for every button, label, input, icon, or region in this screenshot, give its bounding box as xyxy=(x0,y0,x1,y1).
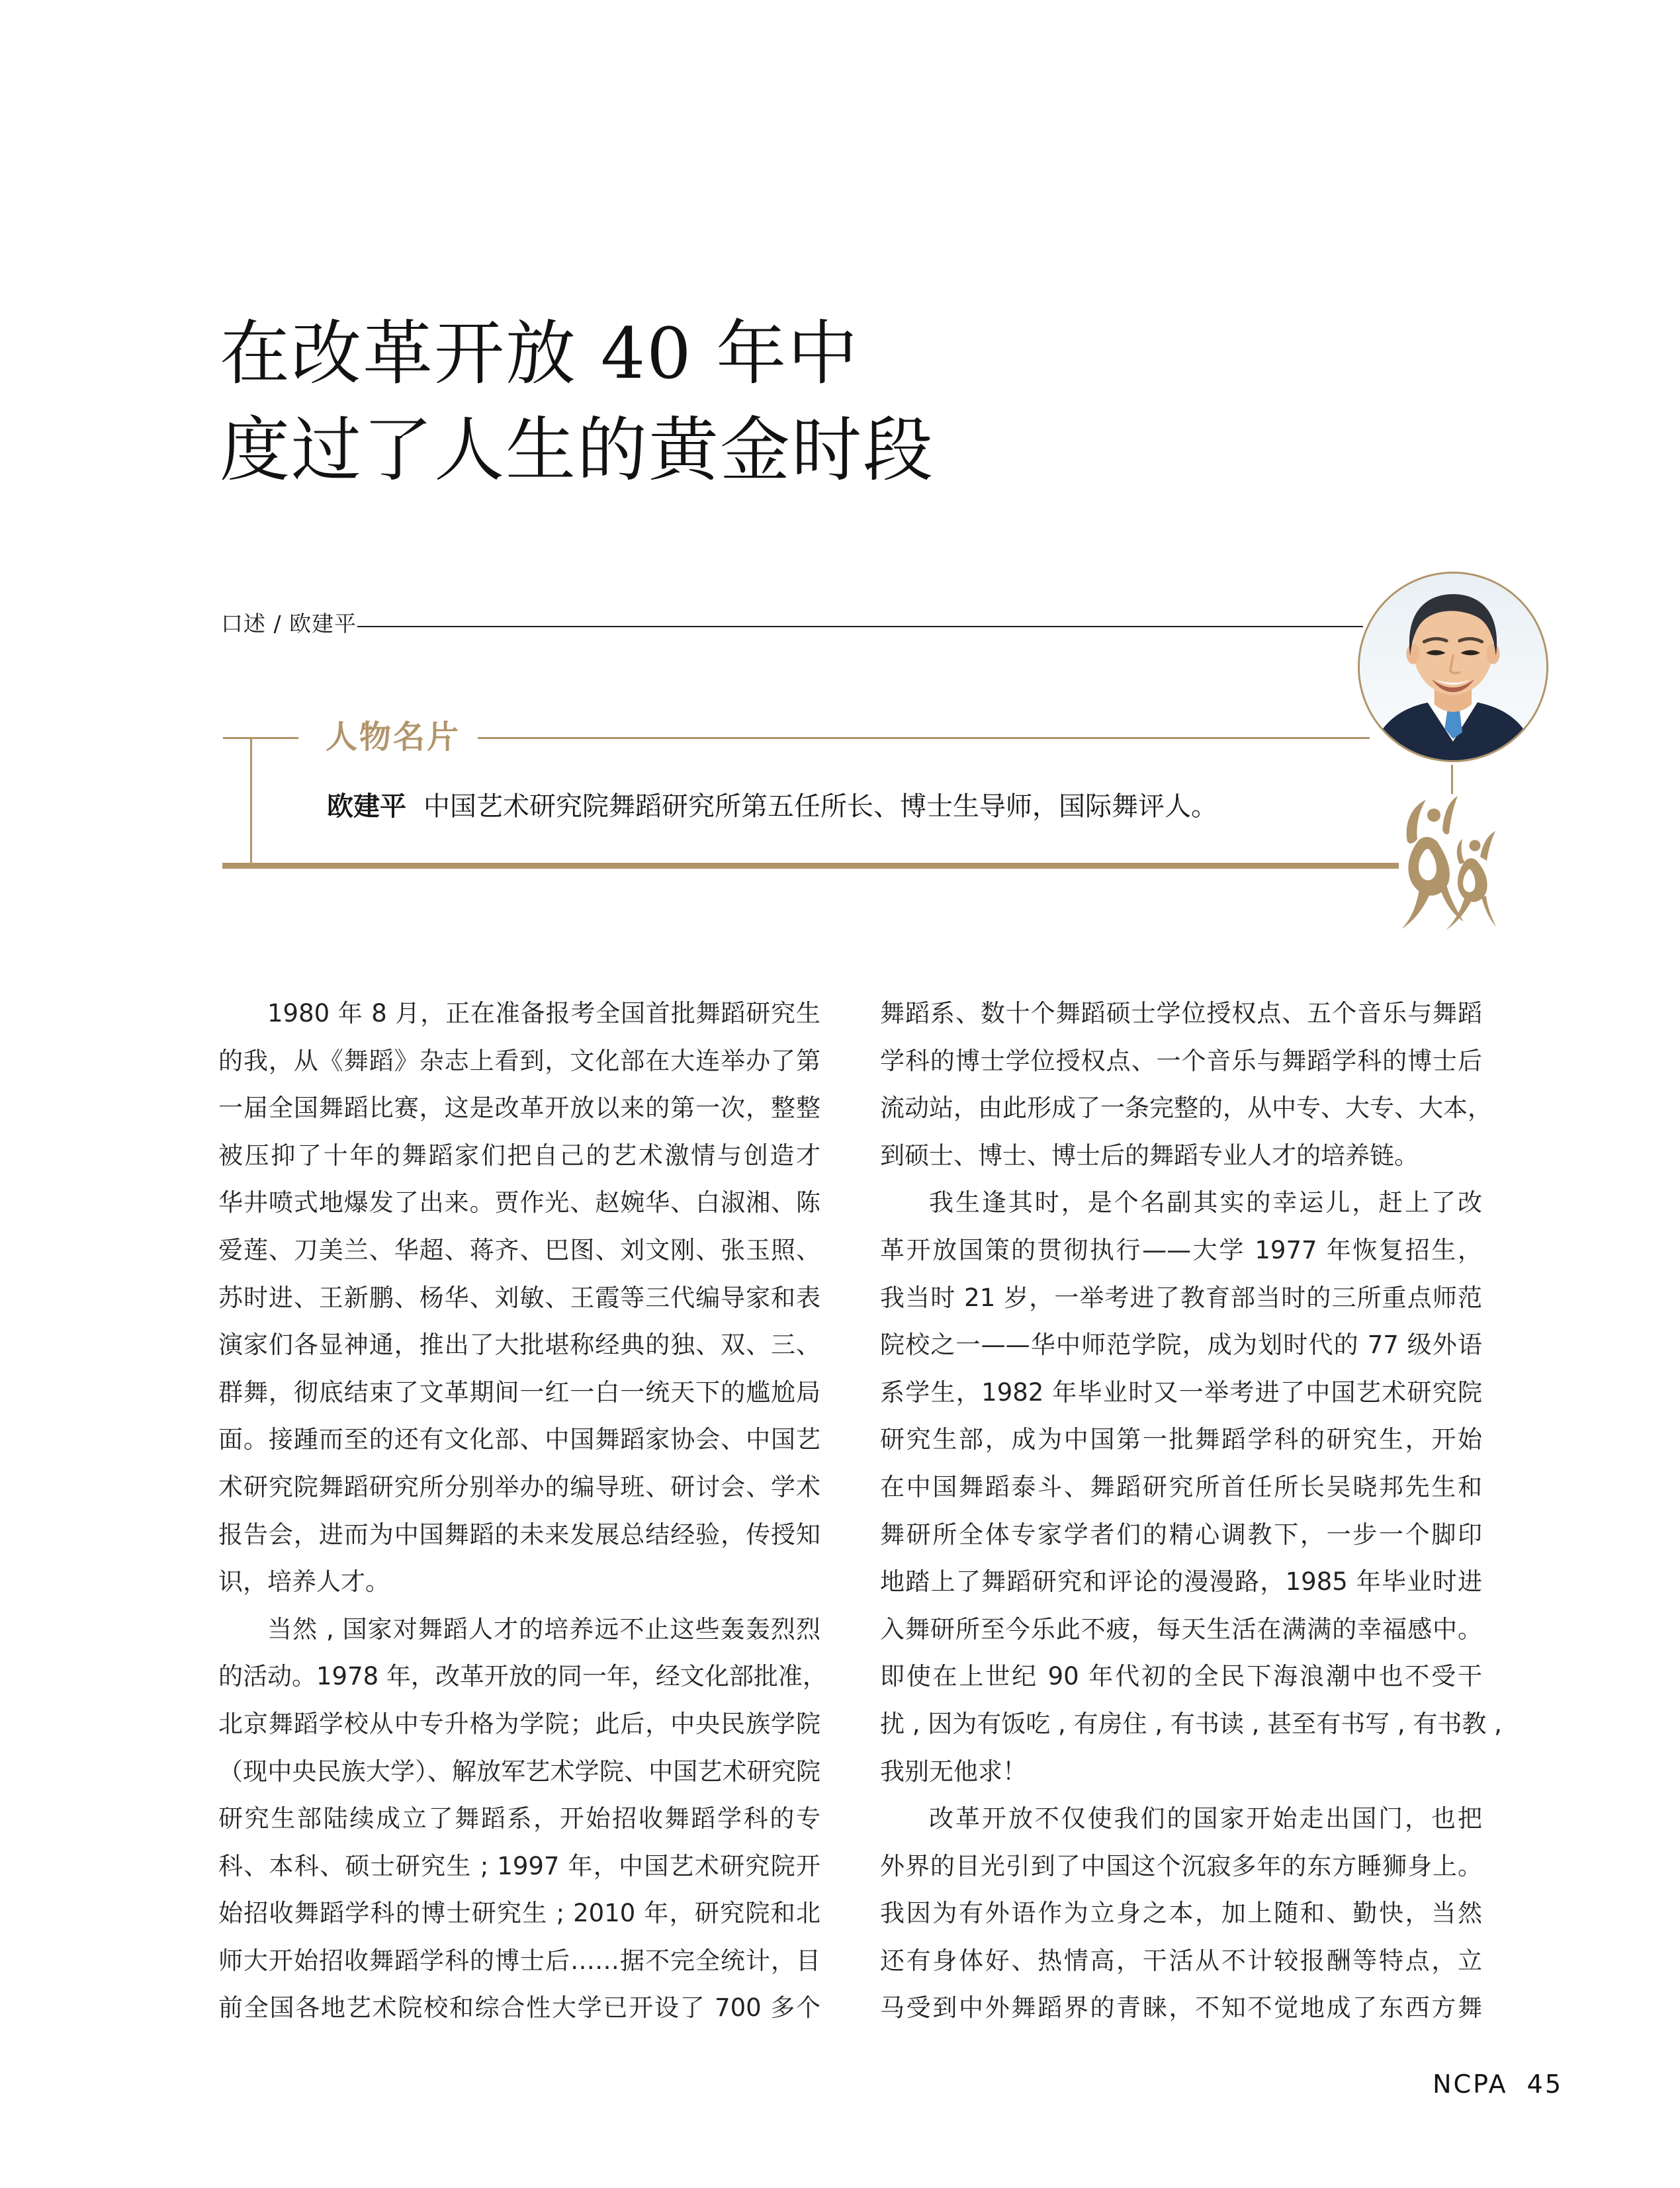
body-text-line: 舞蹈系、数十个舞蹈硕士学位授权点、五个音乐与舞蹈 xyxy=(880,999,1482,1028)
body-column-right xyxy=(880,990,1502,2032)
body-text-line: 扰 , 因为有饭吃 , 有房住 , 有书读 , 甚至有书写 , 有书教 , xyxy=(880,1709,1502,1738)
card-bottom-rule xyxy=(222,863,1399,869)
body-text-line: 到硕士、博士、博士后的舞蹈专业人才的培养链。 xyxy=(880,1141,1419,1170)
body-text-line: 还有身体好、热情高，干活从不计较报酬等特点，立 xyxy=(880,1946,1482,1975)
portrait-illustration xyxy=(1360,574,1546,760)
body-text-line: 科、本科、硕士研究生 ; 1997 年，中国艺术研究院开 xyxy=(218,1851,820,1880)
dancing-figures-icon xyxy=(1396,795,1497,941)
body-text-line: 我当时 21 岁，一举考进了教育部当时的三所重点师范 xyxy=(880,1283,1482,1312)
body-text-line: 当然 , 国家对舞蹈人才的培养远不止这些轰轰烈烈 xyxy=(267,1614,820,1643)
body-text-line: 被压抑了十年的舞蹈家们把自己的艺术激情与创造才 xyxy=(218,1141,820,1170)
body-text-line: 即使在上世纪 90 年代初的全民下海浪潮中也不受干 xyxy=(880,1662,1482,1691)
card-heading-rule xyxy=(478,737,1370,739)
body-text-line: 群舞，彻底结束了文革期间一红一白一统天下的尴尬局 xyxy=(218,1378,820,1407)
card-corner-dash xyxy=(223,737,298,739)
article-title-line1: 在改革开放 40 年中 xyxy=(220,313,860,394)
card-left-border xyxy=(250,737,252,866)
card-person-description: 中国艺术研究院舞蹈研究所第五任所长、博士生导师，国际舞评人。 xyxy=(423,791,1217,822)
body-text-line: 流动站，由此形成了一条完整的，从中专、大专、大本， xyxy=(880,1094,1492,1123)
body-text-line: 入舞研所至今乐此不疲，每天生活在满满的幸福感中。 xyxy=(880,1614,1482,1643)
body-text-line: 外界的目光引到了中国这个沉寂多年的东方睡狮身上。 xyxy=(880,1851,1482,1880)
card-heading: 人物名片 xyxy=(326,719,461,756)
portrait-connector-line xyxy=(1451,765,1453,794)
body-text-line: 在中国舞蹈泰斗、舞蹈研究所首任所长吴晓邦先生和 xyxy=(880,1472,1482,1501)
body-text-line: 我别无他求！ xyxy=(880,1757,1027,1786)
body-text-line: （现中央民族大学）、解放军艺术学院、中国艺术研究院 xyxy=(218,1757,820,1786)
body-text-line: 一届全国舞蹈比赛，这是改革开放以来的第一次，整整 xyxy=(218,1094,820,1123)
article-title xyxy=(220,306,934,499)
body-column-left xyxy=(218,990,827,2032)
card-text xyxy=(327,789,1217,824)
body-text-line: 始招收舞蹈学科的博士研究生 ; 2010 年，研究院和北 xyxy=(218,1899,820,1928)
body-text-line: 的活动。1978 年，改革开放的同一年，经文化部批准， xyxy=(218,1662,827,1691)
body-text-line: 马受到中外舞蹈界的青睐，不知不觉地成了东西方舞 xyxy=(880,1993,1482,2023)
page-number: NCPA 45 xyxy=(1433,2070,1563,2099)
body-text-line: 苏时进、王新鹏、杨华、刘敏、王霞等三代编导家和表 xyxy=(218,1283,820,1312)
body-text-line: 华井喷式地爆发了出来。贾作光、赵婉华、白淑湘、陈 xyxy=(218,1188,820,1217)
body-text-line: 术研究院舞蹈研究所分别举办的编导班、研讨会、学术 xyxy=(218,1472,820,1501)
body-text-line: 研究生部陆续成立了舞蹈系，开始招收舞蹈学科的专 xyxy=(218,1804,820,1833)
card-person-name: 欧建平 xyxy=(327,791,406,822)
body-text-line: 爱莲、刀美兰、华超、蒋齐、巴图、刘文刚、张玉照、 xyxy=(218,1235,820,1264)
body-text-line: 演家们各显神通，推出了大批堪称经典的独、双、三、 xyxy=(218,1331,820,1360)
body-text-line: 北京舞蹈学校从中专升格为学院；此后，中央民族学院 xyxy=(218,1709,820,1738)
body-text-line: 研究生部，成为中国第一批舞蹈学科的研究生，开始 xyxy=(880,1425,1482,1454)
byline: 口述 / 欧建平 xyxy=(221,611,357,636)
body-text-line: 的我，从《舞蹈》杂志上看到，文化部在大连举办了第 xyxy=(218,1046,820,1075)
body-text-line: 师大开始招收舞蹈学科的博士后……据不完全统计，目 xyxy=(218,1946,820,1975)
body-text-line: 1980 年 8 月，正在准备报考全国首批舞蹈研究生 xyxy=(267,999,820,1028)
byline-rule xyxy=(357,626,1363,627)
body-text-line: 舞研所全体专家学者们的精心调教下，一步一个脚印 xyxy=(880,1520,1482,1549)
portrait-photo xyxy=(1358,572,1548,762)
body-text-line: 系学生，1982 年毕业时又一举考进了中国艺术研究院 xyxy=(880,1378,1482,1407)
body-text-line: 院校之一——华中师范学院，成为划时代的 77 级外语 xyxy=(880,1331,1482,1360)
article-title-line2: 度过了人生的黄金时段 xyxy=(220,410,934,491)
body-text-line: 面。接踵而至的还有文化部、中国舞蹈家协会、中国艺 xyxy=(218,1425,820,1454)
body-text-line: 革开放国策的贯彻执行——大学 1977 年恢复招生， xyxy=(880,1235,1482,1264)
body-text-line: 学科的博士学位授权点、一个音乐与舞蹈学科的博士后 xyxy=(880,1046,1482,1075)
body-text-line: 识，培养人才。 xyxy=(218,1567,390,1597)
body-text-line: 报告会，进而为中国舞蹈的未来发展总结经验，传授知 xyxy=(218,1520,820,1549)
body-text-line: 地踏上了舞蹈研究和评论的漫漫路，1985 年毕业时进 xyxy=(880,1567,1482,1597)
body-text-line: 前全国各地艺术院校和综合性大学已开设了 700 多个 xyxy=(218,1993,820,2023)
body-text-line: 我生逢其时，是个名副其实的幸运儿，赶上了改 xyxy=(929,1188,1482,1217)
body-text-line: 改革开放不仅使我们的国家开始走出国门，也把 xyxy=(929,1804,1482,1833)
body-text-line: 我因为有外语作为立身之本，加上随和、勤快，当然 xyxy=(880,1899,1482,1928)
